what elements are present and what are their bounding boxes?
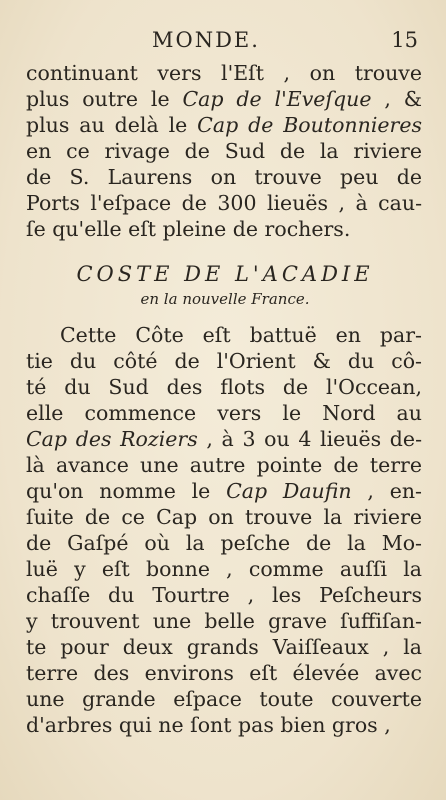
text-line [26,530,422,556]
text-span: qu'on nomme le [26,479,227,503]
text-span: d'arbres qui ne ſont pas bien gros , [26,713,391,737]
text-line [26,138,422,164]
text-line [26,582,422,608]
text-line [26,608,422,634]
text-span: te pour deux grands Vaiſſeaux , la [26,635,422,659]
text-line [26,660,422,686]
text-span: chaſſe du Tourtre , les Peſcheurs [26,583,422,607]
paragraph-coste-acadie [26,322,422,738]
text-span: continuant vers l'Eſt , on trouve [26,61,422,85]
text-line [26,426,422,452]
text-line [26,712,422,738]
text-line [26,634,422,660]
text-span: de S. Laurens on trouve peu de [26,165,422,189]
text-line [26,86,422,112]
place-name: Cap Daufin [226,479,352,503]
text-line [26,686,422,712]
text-line [26,190,422,216]
text-span: té du Sud des flots de l'Occean, [26,375,422,399]
page-number: 15 [391,28,418,52]
text-span: , & [371,87,422,111]
text-line [26,556,422,582]
text-span: Cette Côte eſt battuë en par- [60,323,422,347]
text-line [26,216,422,242]
text-line [26,322,422,348]
place-name: Cap des Roziers [26,427,198,451]
text-line [26,164,422,190]
page-header [0,28,446,58]
text-line [26,348,422,374]
text-line [26,478,422,504]
section-heading: COSTE DE L'ACADIE [76,262,374,286]
paragraph-acadie-intro [26,60,422,242]
text-span: en ce rivage de Sud de la riviere [26,139,422,163]
text-line [26,374,422,400]
text-line [26,60,422,86]
text-span: , en- [351,479,422,503]
text-span: ſuite de ce Cap on trouve la riviere [26,505,422,529]
text-line [26,452,422,478]
text-span: une grande eſpace toute couverte [26,687,422,711]
text-span: ſe qu'elle eſt pleine de rochers. [26,217,351,241]
text-span: plus outre le [26,87,183,111]
running-head: MONDE. [152,28,260,52]
text-line [26,112,422,138]
text-span: , à 3 ou 4 lieuës de- [197,427,422,451]
text-span: Ports l'eſpace de 300 lieuës , à cau- [26,191,422,215]
text-span: luë y eſt bonne , comme auſſi la [26,557,422,581]
place-name: Cap de Boutonnieres [197,113,422,137]
text-span: là avance une autre pointe de terre [26,453,422,477]
text-span: de Gaſpé où la peſche de la Mo- [26,531,422,555]
text-span: y trouvent une belle grave ſuffiſan- [26,609,422,633]
text-span: plus au delà le [26,113,198,137]
text-span: elle commence vers le Nord au [26,401,422,425]
text-span: terre des environs eſt élevée avec [26,661,422,685]
text-span: tie du côté de l'Orient & du cô- [26,349,422,373]
place-name: Cap de l'Eveſque [182,87,372,111]
text-line [26,400,422,426]
text-line [26,504,422,530]
section-subheading: en la nouvelle France. [140,290,310,308]
